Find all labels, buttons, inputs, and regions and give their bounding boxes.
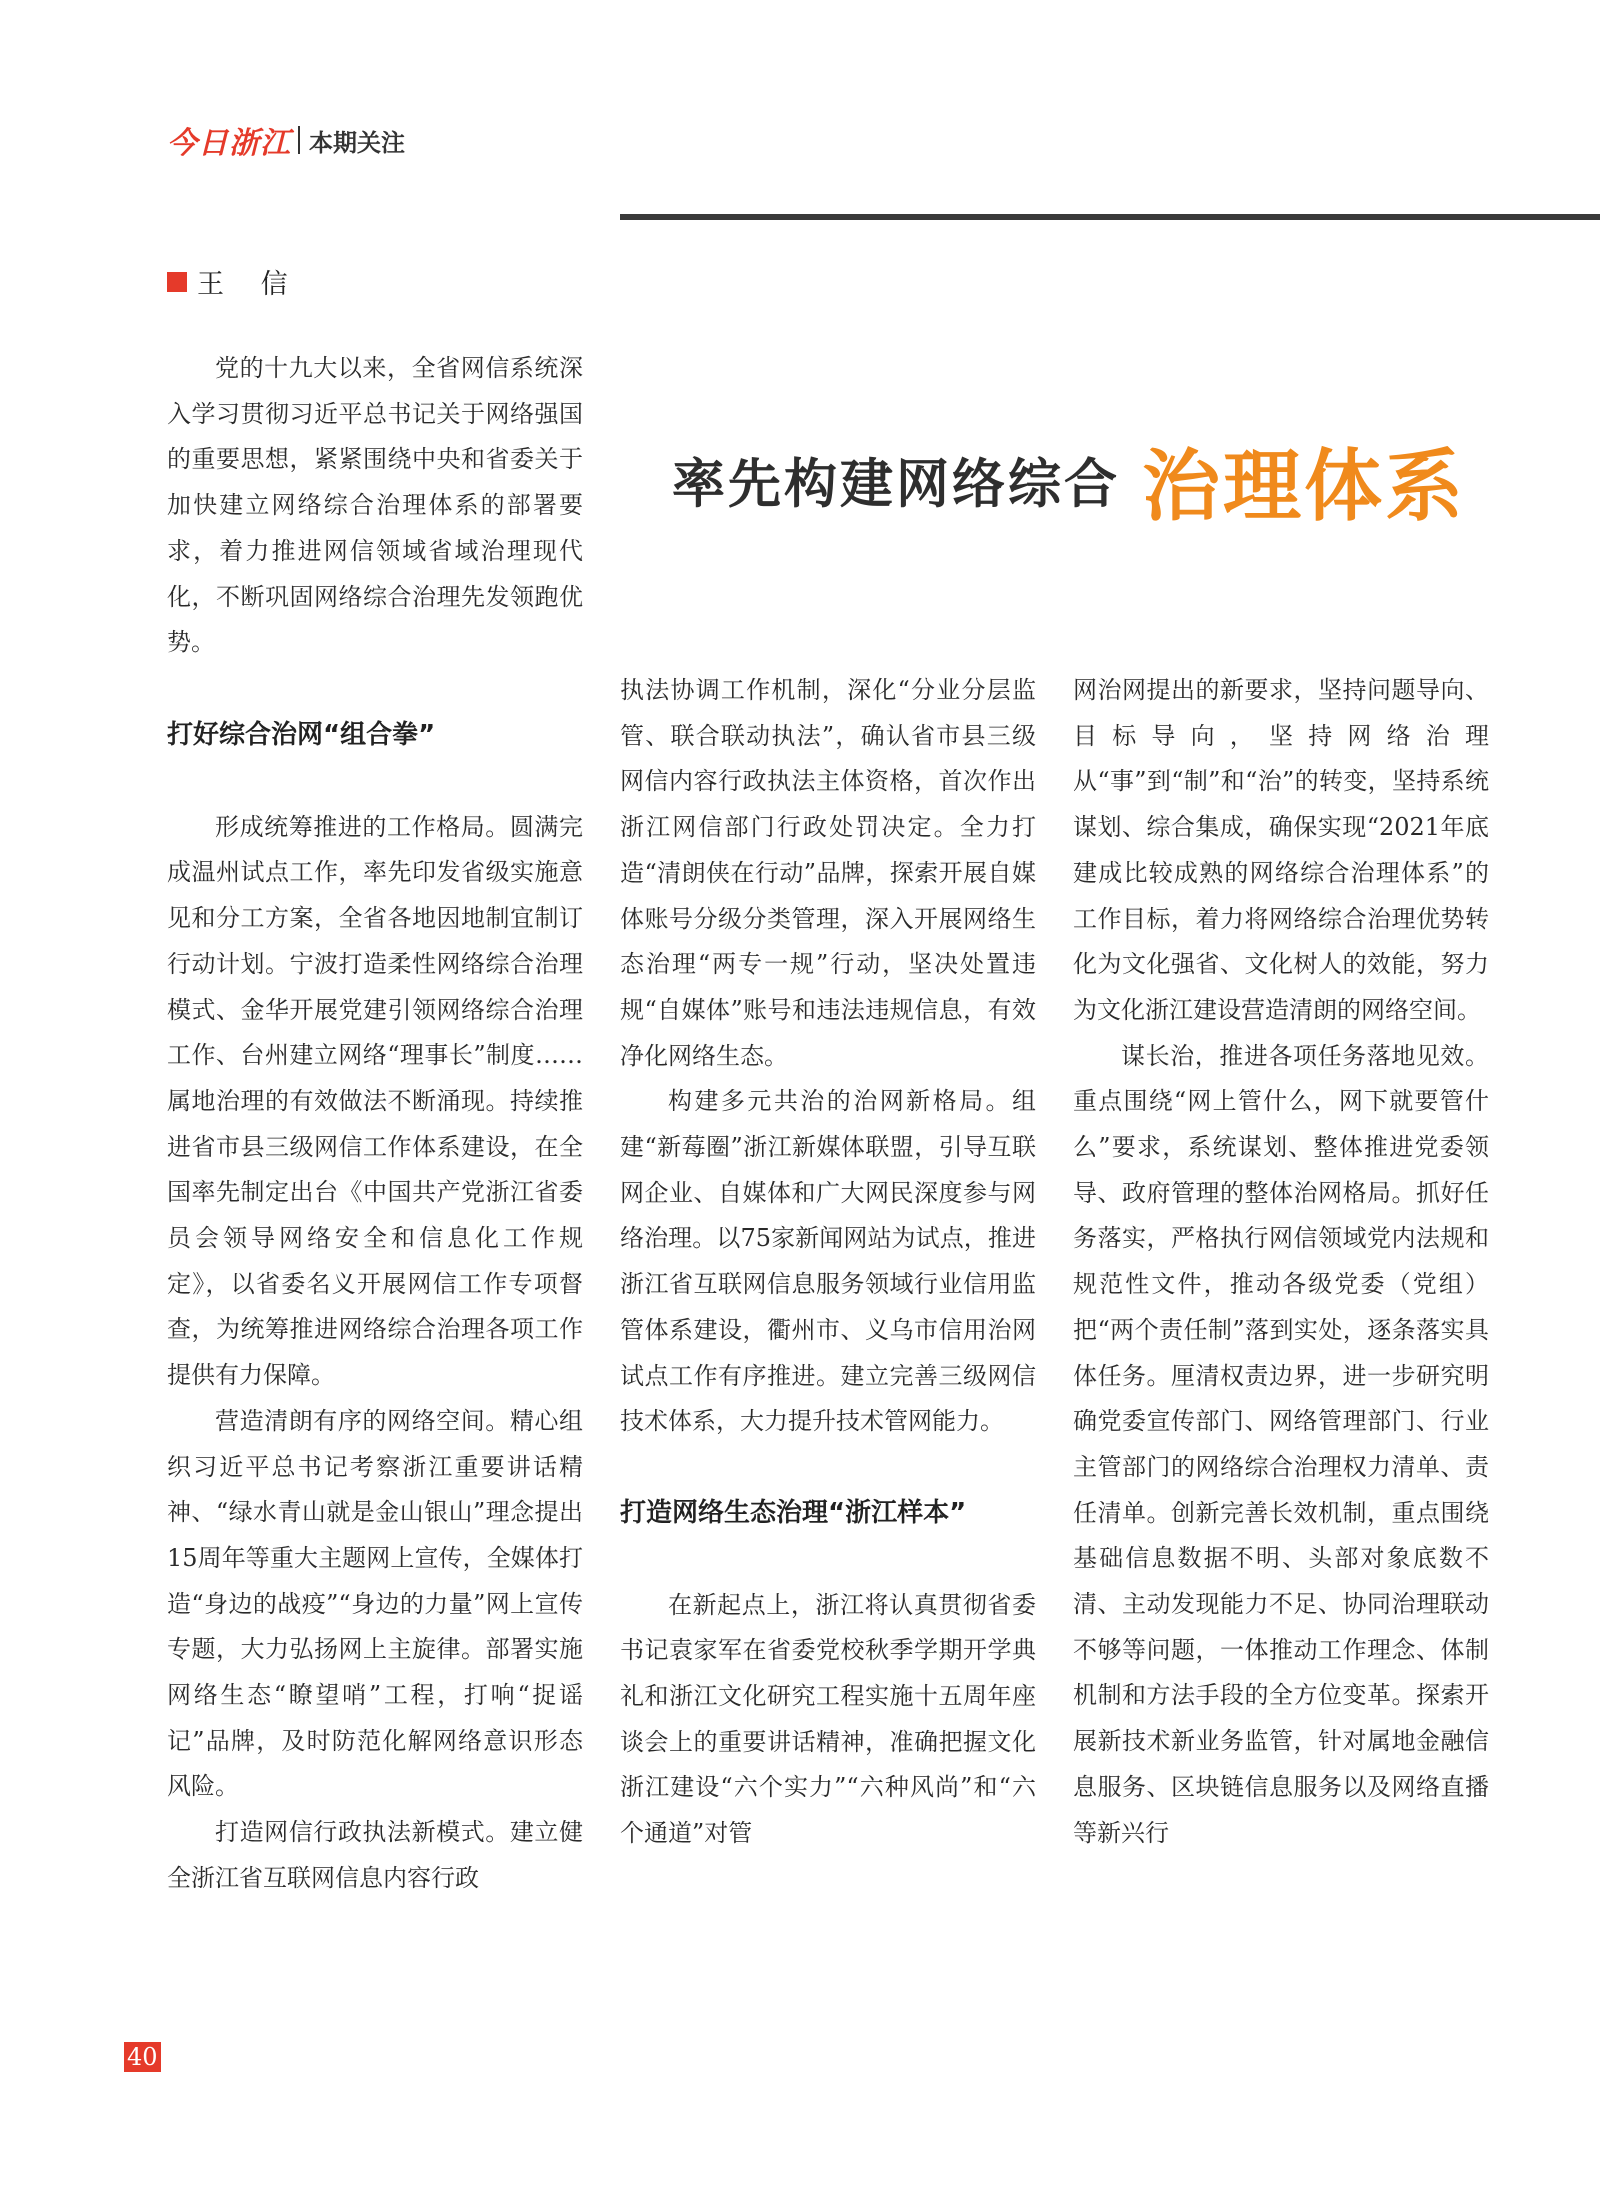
paragraph: 打造网信行政执法新模式。建立健全浙江省互联网信息内容行政 (167, 1818, 583, 1892)
author-name: 王 信 (197, 269, 302, 300)
section-heading-2: 打造网络生态治理“浙江样本” (620, 1497, 967, 1528)
body-column-2 (620, 668, 1036, 1857)
section-label: 本期关注 (309, 128, 405, 157)
title-rule (620, 214, 1600, 220)
page-number: 40 (124, 2042, 161, 2072)
paragraph: 执法协调工作机制，深化“分业分层监管、联合联动执法”，确认省市县三级网信内容行政执法主体资格，首次作出浙江网信部门行政处罚决定。全力打造“清朗侠在行动”品牌，探索开展自媒体账号分级分类管理，深入开展网络生态治理“两专一规”行动，坚决处置违规“自媒体”账号和违法违规信息，有效净化网络生态。 (620, 676, 1036, 1070)
author-byline (167, 262, 302, 301)
magazine-logo: 今日浙江 (167, 126, 291, 161)
section-heading-1: 打好综合治网“组合拳” (167, 720, 436, 750)
header-divider (298, 126, 300, 154)
paragraph: 在新起点上，浙江将认真贯彻省委书记袁家军在省委党校秋季学期开学典礼和浙江文化研究工程实施十五周年座谈会上的重要讲话精神，准确把握文化浙江建设“六个实力”“六种风尚”和“六个通道”对管 (620, 1590, 1036, 1848)
intro-paragraph: 党的十九大以来，全省网信系统深入学习贯彻习近平总书记关于网络强国的重要思想，紧紧围绕中央和省委关于加快建立网络综合治理体系的部署要求，着力推进网信领域省域治理现代化，不断巩固网络综合治理先发领跑优势。 (167, 354, 583, 657)
paragraph: 营造清朗有序的网络空间。精心组织习近平总书记考察浙江重要讲话精神、“绿水青山就是金山银山”理念提出15周年等重大主题网上宣传，全媒体打造“身边的战疫”“身边的力量”网上宣传专题，大力弘扬网上主旋律。部署实施网络生态“瞭望哨”工程，打响“捉谣记”品牌，及时防范化解网络意识形态风险。 (167, 1406, 583, 1801)
body-column-1 (167, 713, 583, 1902)
paragraph: 网治网提出的新要求，坚持问题导向、目标导向，坚持网络治理从“事”到“制”和“治”的转变，坚持系统谋划、综合集成，确保实现“2021年底建成比较成熟的网络综合治理体系”的工作目标，着力将网络综合治理优势转化为文化强省、文化树人的效能，努力为文化浙江建设营造清朗的网络空间。 (1073, 676, 1489, 1024)
title-accent: 治理体系 (1142, 442, 1467, 532)
paragraph: 构建多元共治的治网新格局。组建“新莓圈”浙江新媒体联盟，引导互联网企业、自媒体和广大网民深度参与网络治理。以75家新闻网站为试点，推进浙江省互联网信息服务领域行业信用监管体系建设，衢州市、义乌市信用治网试点工作有序推进。建立完善三级网信技术体系，大力提升技术管网能力。 (620, 1087, 1036, 1436)
paragraph: 形成统筹推进的工作格局。圆满完成温州试点工作，率先印发省级实施意见和分工方案，全省各地因地制宜制订行动计划。宁波打造柔性网络综合治理模式、金华开展党建引领网络综合治理工作、台州建立网络“理事长”制度……属地治理的有效做法不断涌现。持续推进省市县三级网信工作体系建设，在全国率先制定出台《中国共产党浙江省委员会领导网络安全和信息化工作规定》，以省委名义开展网信工作专项督查，为统筹推进网络综合治理各项工作提供有力保障。 (167, 812, 583, 1390)
title-main: 率先构建网络综合 (672, 453, 1120, 515)
body-column-3 (1073, 668, 1489, 1856)
author-marker-icon (167, 272, 187, 292)
paragraph: 谋长治，推进各项任务落地见效。重点围绕“网上管什么，网下就要管什么”要求，系统谋划、整体推进党委领导、政府管理的整体治网格局。抓好任务落实，严格执行网信领域党内法规和规范性文件，推动各级党委（党组）把“两个责任制”落到实处，逐条落实具体任务。厘清权责边界，进一步研究明确党委宣传部门、网络管理部门、行业主管部门的网络综合治理权力清单、责任清单。创新完善长效机制，重点围绕基础信息数据不明、头部对象底数不清、主动发现能力不足、协同治理联动不够等问题，一体推动工作理念、体制机制和方法手段的全方位变革。探索开展新技术新业务监管，针对属地金融信息服务、区块链信息服务以及网络直播等新兴行 (1073, 1041, 1489, 1847)
page-header (167, 122, 405, 161)
article-title (672, 430, 1466, 530)
intro-column (167, 346, 583, 666)
